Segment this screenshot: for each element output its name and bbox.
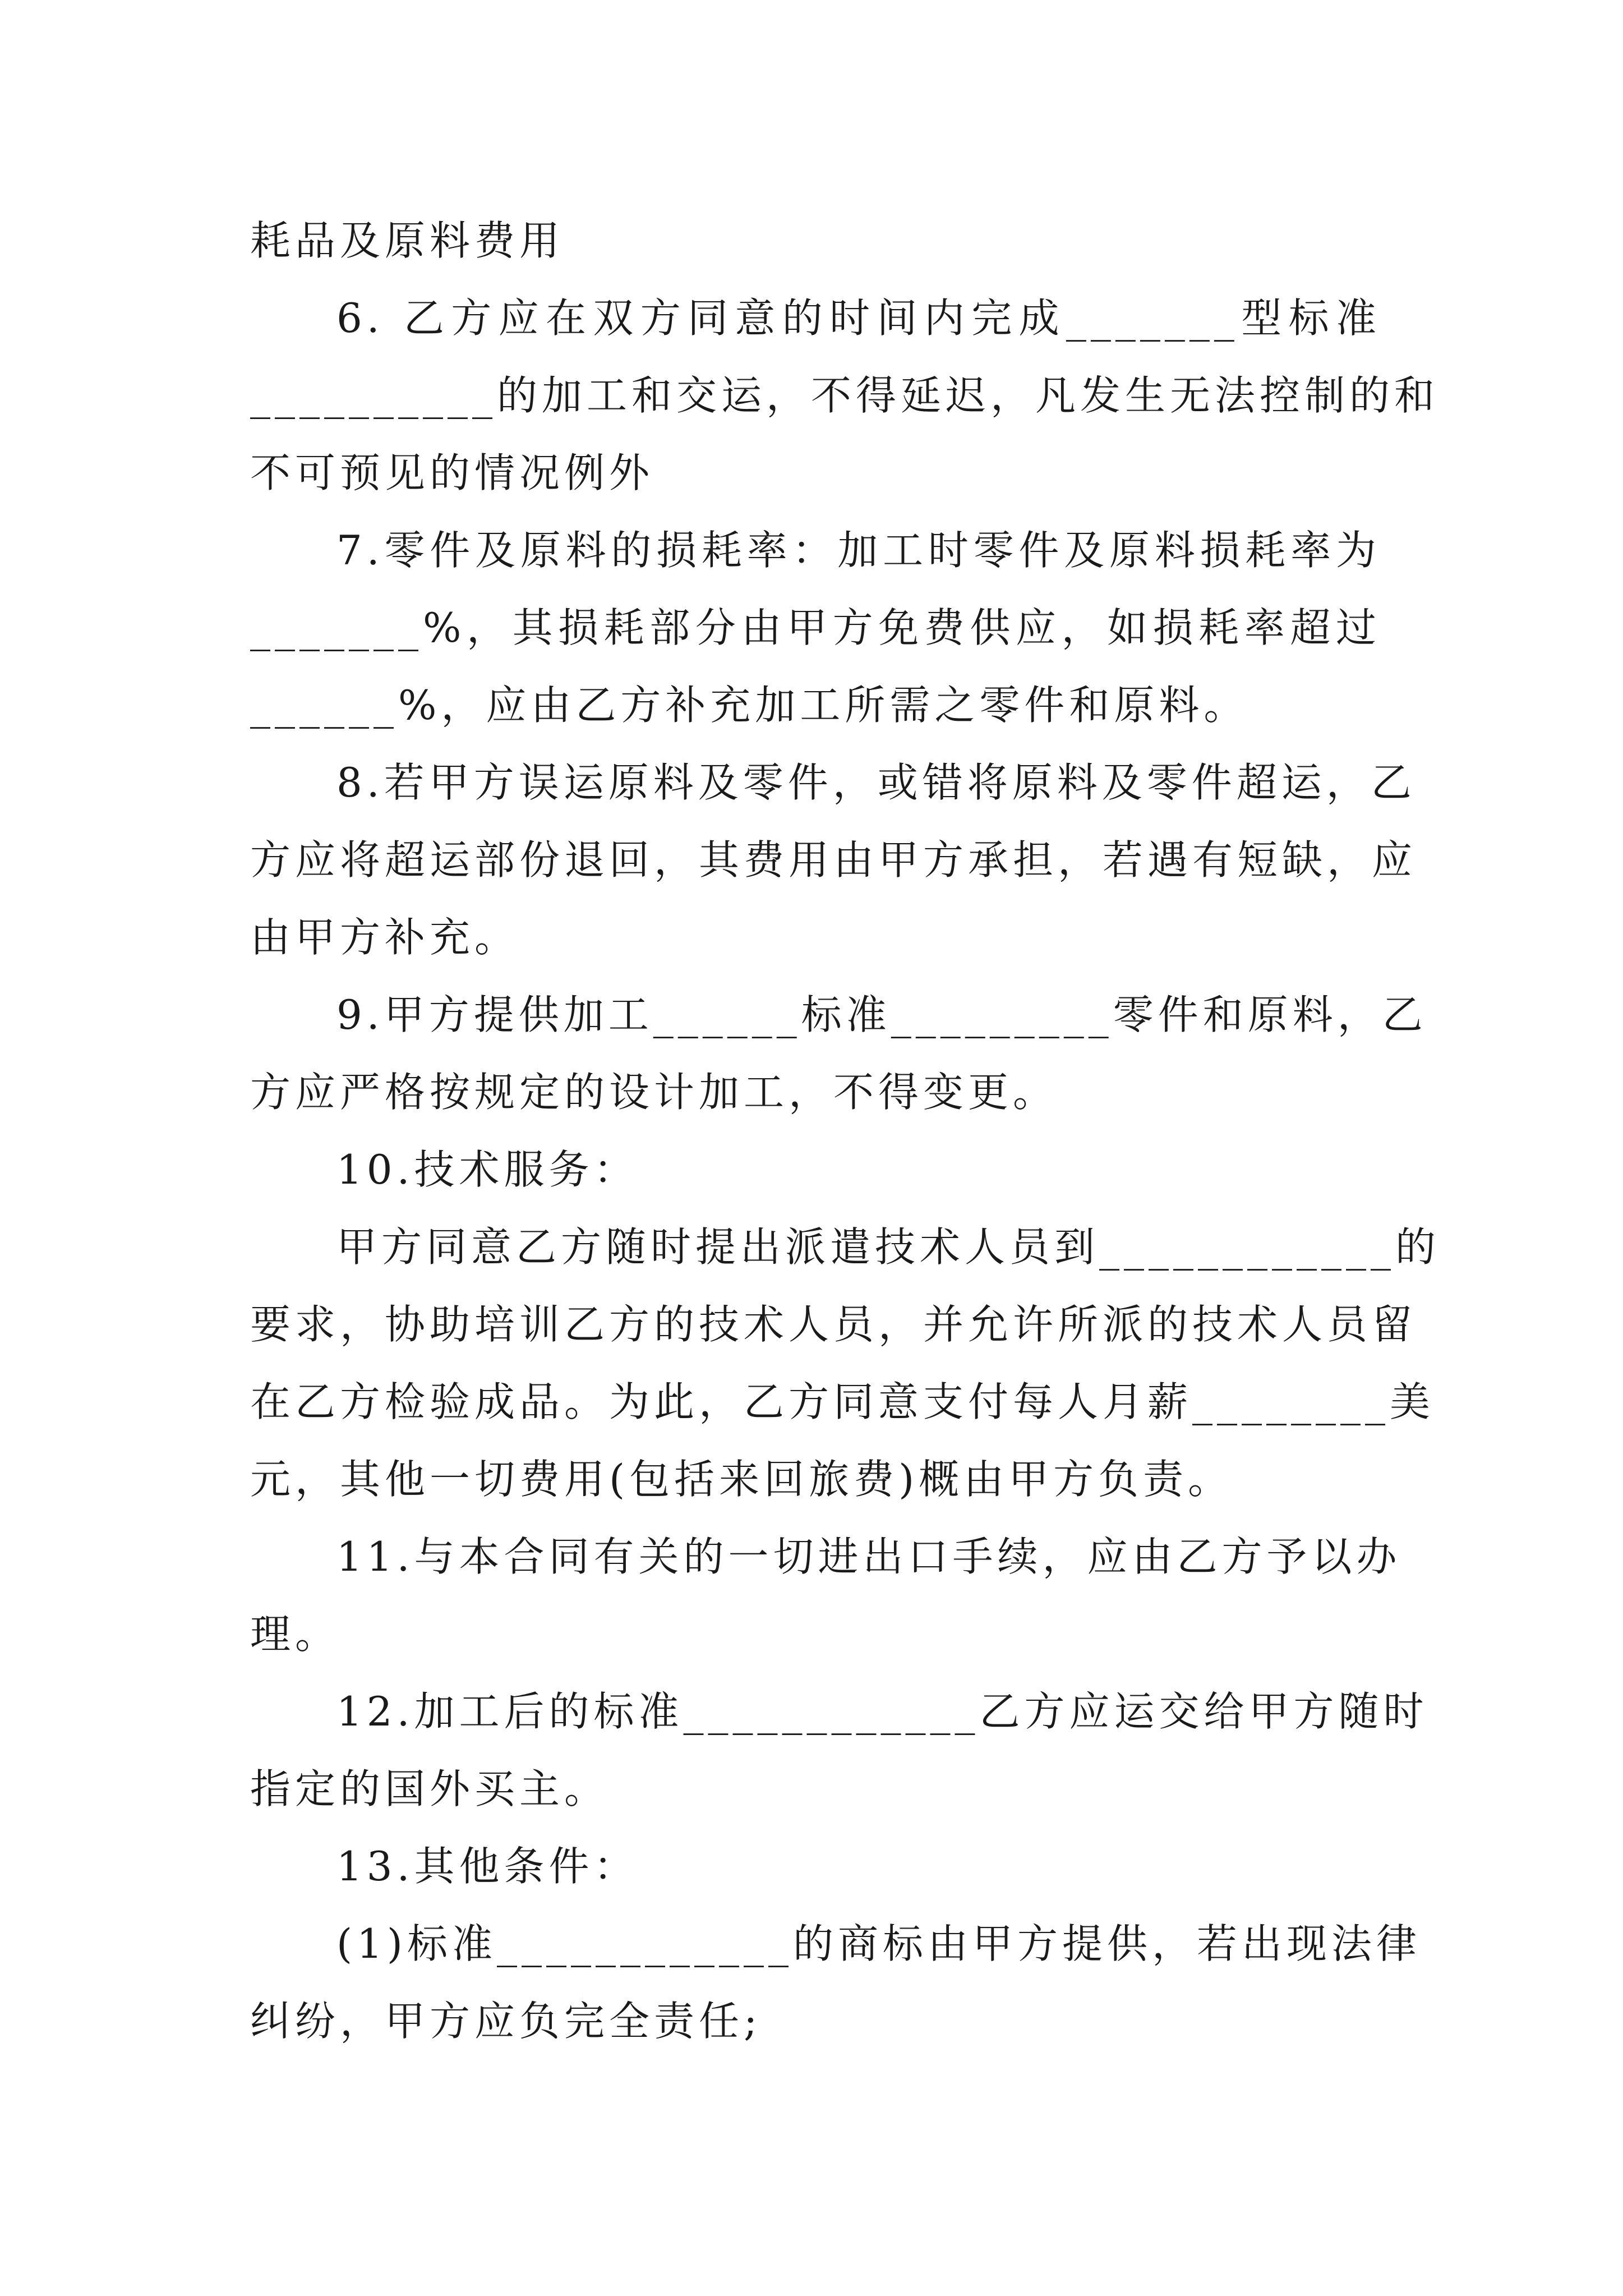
text-line: 方应将超运部份退回，其费用由甲方承担，若遇有短缺，应 <box>250 836 1417 884</box>
document-page <box>250 202 1441 2060</box>
text-line: 由甲方补充。 <box>250 914 520 961</box>
text-line: ______%，应由乙方补充加工所需之零件和原料。 <box>250 682 1249 729</box>
text-line: 甲方同意乙方随时提出派遣技术人员到____________的 <box>336 1223 1441 1271</box>
text-line: (1)标准____________的商标由甲方提供，若出现法律 <box>336 1920 1421 1967</box>
text-line: 不可预见的情况例外 <box>250 449 654 496</box>
text-line: 要求，协助培训乙方的技术人员，并允许所派的技术人员留 <box>250 1301 1417 1348</box>
text-line: 7.零件及原料的损耗率：加工时零件及原料损耗率为 <box>336 527 1381 574</box>
text-line: 在乙方检验成品。为此，乙方同意支付每人月薪________美 <box>250 1378 1435 1425</box>
text-line: 耗品及原料费用 <box>250 217 565 264</box>
text-line: 6. 乙方应在双方同意的时间内完成_______型标准 <box>336 295 1381 342</box>
text-line: _______%，其损耗部分由甲方免费供应，如损耗率超过 <box>250 604 1381 651</box>
text-line: 8.若甲方误运原料及零件，或错将原料及零件超运，乙 <box>336 759 1416 806</box>
text-line: 方应严格按规定的设计加工，不得变更。 <box>250 1069 1058 1116</box>
text-line: 理。 <box>250 1611 340 1658</box>
text-line: 11.与本合同有关的一切进出口手续，应由乙方予以办 <box>336 1533 1401 1580</box>
text-line: 指定的国外买主。 <box>250 1765 610 1812</box>
text-line: 9.甲方提供加工______标准_________零件和原料，乙 <box>336 991 1427 1038</box>
text-line: 纠纷，甲方应负完全责任; <box>250 1998 762 2045</box>
text-line: 12.加工后的标准____________乙方应运交给甲方随时 <box>336 1688 1428 1735</box>
text-line: 13.其他条件： <box>336 1843 639 1890</box>
text-line: __________的加工和交运，不得延迟，凡发生无法控制的和 <box>250 372 1440 419</box>
text-line: 10.技术服务： <box>336 1146 639 1193</box>
text-line: 元，其他一切费用(包括来回旅费)概由甲方负责。 <box>250 1456 1233 1503</box>
